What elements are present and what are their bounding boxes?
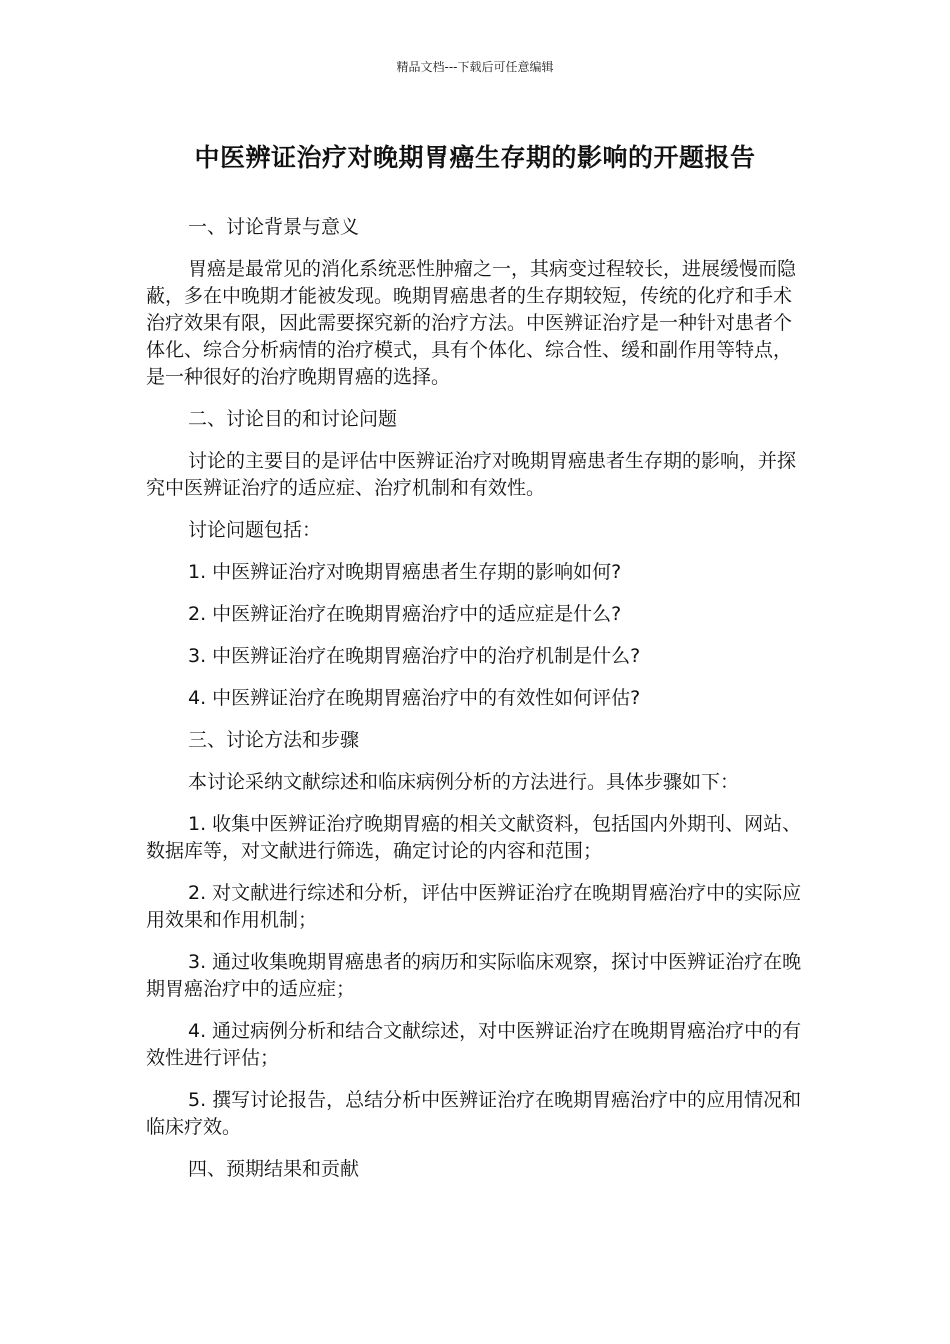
method-step: 4. 通过病例分析和结合文献综述，对中医辨证治疗在晚期胃癌治疗中的有效性进行评估； <box>146 1020 802 1069</box>
header-note: 精品文档---下载后可任意编辑 <box>396 60 554 74</box>
method-step: 1. 收集中医辨证治疗晚期胃癌的相关文献资料，包括国内外期刊、网站、数据库等，对文献进行筛选，确定讨论的内容和范围； <box>146 813 802 862</box>
question-item: 3. 中医辨证治疗在晚期胃癌治疗中的治疗机制是什么? <box>188 645 641 667</box>
paragraph-questions-intro: 讨论问题包括： <box>188 519 322 541</box>
document-body <box>146 214 802 1198</box>
section-heading-background: 一、讨论背景与意义 <box>188 216 360 238</box>
section-heading-objectives: 二、讨论目的和讨论问题 <box>188 408 398 430</box>
section-heading-methods: 三、讨论方法和步骤 <box>188 729 360 751</box>
paragraph-objectives: 讨论的主要目的是评估中医辨证治疗对晚期胃癌患者生存期的影响，并探究中医辨证治疗的适应症、治疗机制和有效性。 <box>146 450 797 499</box>
method-step: 2. 对文献进行综述和分析，评估中医辨证治疗在晚期胃癌治疗中的实际应用效果和作用机制； <box>146 882 802 931</box>
document-title: 中医辨证治疗对晚期胃癌生存期的影响的开题报告 <box>194 143 756 172</box>
section-heading-expected-results: 四、预期结果和贡献 <box>188 1158 360 1180</box>
paragraph-background: 胃癌是最常见的消化系统恶性肿瘤之一，其病变过程较长，进展缓慢而隐蔽，多在中晚期才能被发现。晚期胃癌患者的生存期较短，传统的化疗和手术治疗效果有限，因此需要探究新的治疗方法。中医辨证治疗是一种针对患者个体化、综合分析病情的治疗模式，具有个体化、综合性、缓和副作用等特点，是一种很好的治疗晚期胃癌的选择。 <box>146 258 797 388</box>
question-item: 4. 中医辨证治疗在晚期胃癌治疗中的有效性如何评估? <box>188 687 641 709</box>
method-step: 5. 撰写讨论报告，总结分析中医辨证治疗在晚期胃癌治疗中的应用情况和临床疗效。 <box>146 1089 802 1138</box>
question-item: 2. 中医辨证治疗在晚期胃癌治疗中的适应症是什么? <box>188 603 622 625</box>
paragraph-methods-intro: 本讨论采纳文献综述和临床病例分析的方法进行。具体步骤如下： <box>188 771 740 793</box>
question-item: 1. 中医辨证治疗对晚期胃癌患者生存期的影响如何? <box>188 561 622 583</box>
method-step: 3. 通过收集晚期胃癌患者的病历和实际临床观察，探讨中医辨证治疗在晚期胃癌治疗中的适应症； <box>146 951 802 1000</box>
